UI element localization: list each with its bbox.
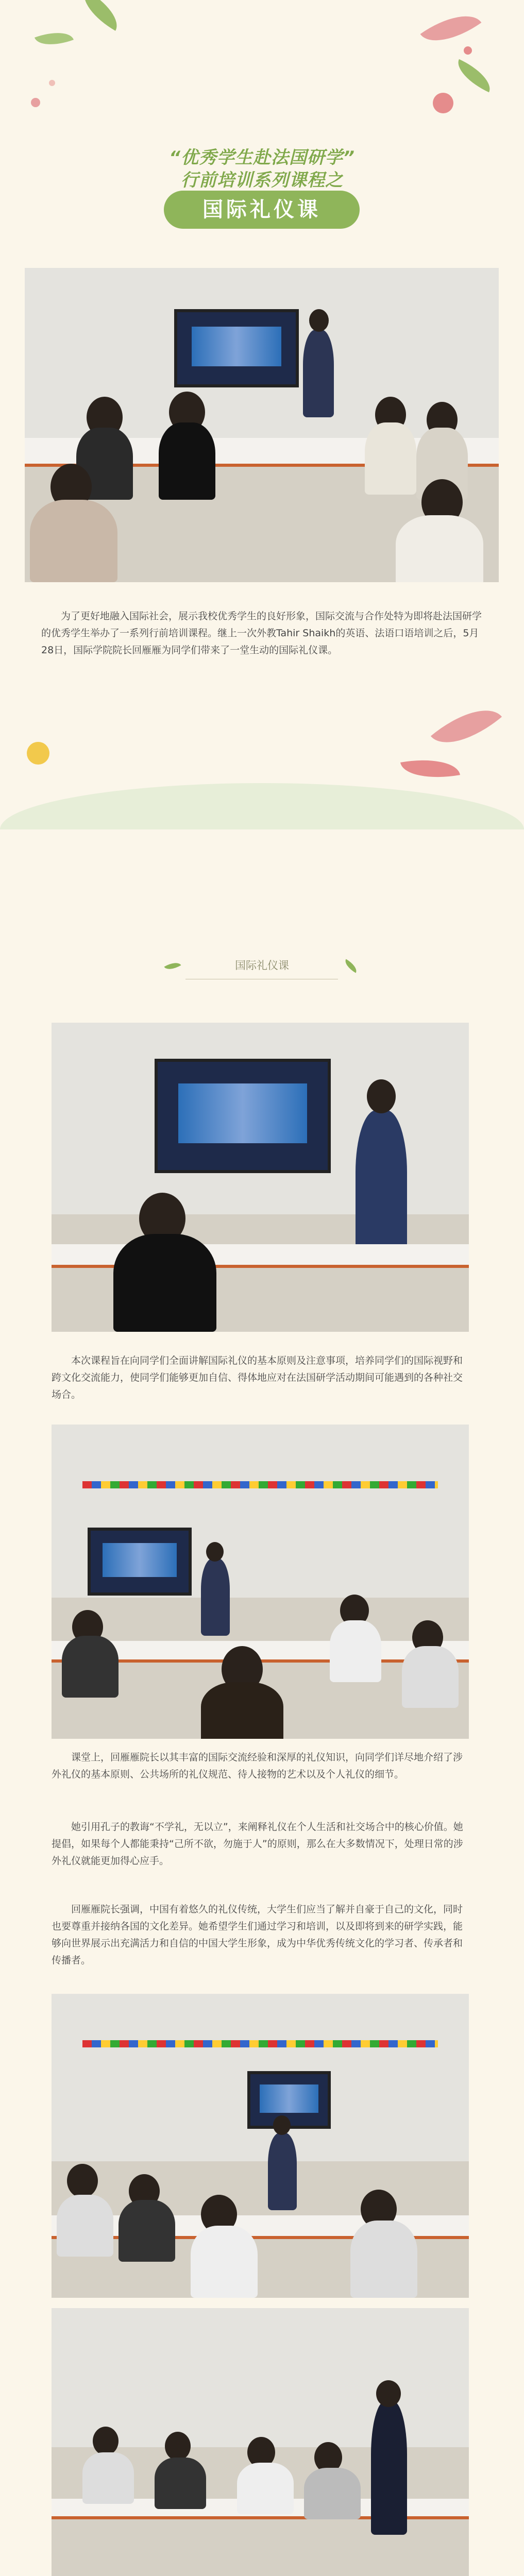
decor-leaf [420,2,482,55]
header-title-line2: 行前培训系列课程之 [181,170,343,191]
wave-divider [0,783,524,829]
body-paragraph-4: 回雁雁院长强调，中国有着悠久的礼仪传统，大学生们应当了解并自豪于自己的文化，同时也要尊重并接纳各国的文化差异。她希望学生们通过学习和培训，以及即将到来的研学实践，能够向世界展示出充满活力和自信的中国大学生形象，成为中华优秀传统文化的学习者、传承者和传播者。 [52,1904,463,1966]
decor-dot [49,80,55,86]
body-paragraph-3: 她引用孔子的教诲“不学礼，无以立”，来阐释礼仪在个人生活和社交场合中的核心价值。她提倡，如果每个人都能秉持“己所不欲，勿施于人”的原则，那么在大多数情况下，处理日常的涉外礼仪就能更加得心应手。 [52,1821,463,1867]
decor-leaf [431,693,502,760]
intro-paragraph: 为了更好地融入国际社会，展示我校优秀学生的良好形象，国际交流与合作处特为即将赴法国研学的优秀学生举办了一系列行前培训课程。继上一次外教Tahir Shaikh的英语、法语口语培训之后，5月28日，国际学院院长回雁雁为同学们带来了一堂生动的国际礼仪课。 [41,611,482,656]
decor-leaf [400,753,460,785]
students-photo [52,1994,469,2298]
classroom-wide-photo [52,1425,469,1739]
decor-leaf [452,59,497,93]
body-paragraph-2: 课堂上，回雁雁院长以其丰富的国际交流经验和深厚的礼仪知识，向同学们详尽地介绍了涉外礼仪的基本原则、公共场所的礼仪规范、待人接物的艺术以及个人礼仪的细节。 [52,1752,463,1780]
flower-icon [27,742,49,765]
classroom-photo [25,268,499,582]
header-title-line1: “优秀学生赴法国研学” [169,147,355,168]
flower-icon [433,93,453,113]
decor-leaf [35,25,74,52]
decor-dot [464,46,472,55]
lecture-photo [52,1023,469,1332]
decor-dot [31,98,40,107]
students-photo-2 [52,2308,469,2576]
body-paragraph-1: 本次课程旨在向同学们全面讲解国际礼仪的基本原则及注意事项，培养同学们的国际视野和跨文化交流能力，使同学们能够更加自信、得体地应对在法国研学活动期间可能遇到的各种社交场合。 [52,1355,463,1400]
section-label-etiquette: 国际礼仪课 [235,959,289,972]
decor-leaf [75,0,126,31]
header-pill: 国际礼仪课 [164,191,360,229]
